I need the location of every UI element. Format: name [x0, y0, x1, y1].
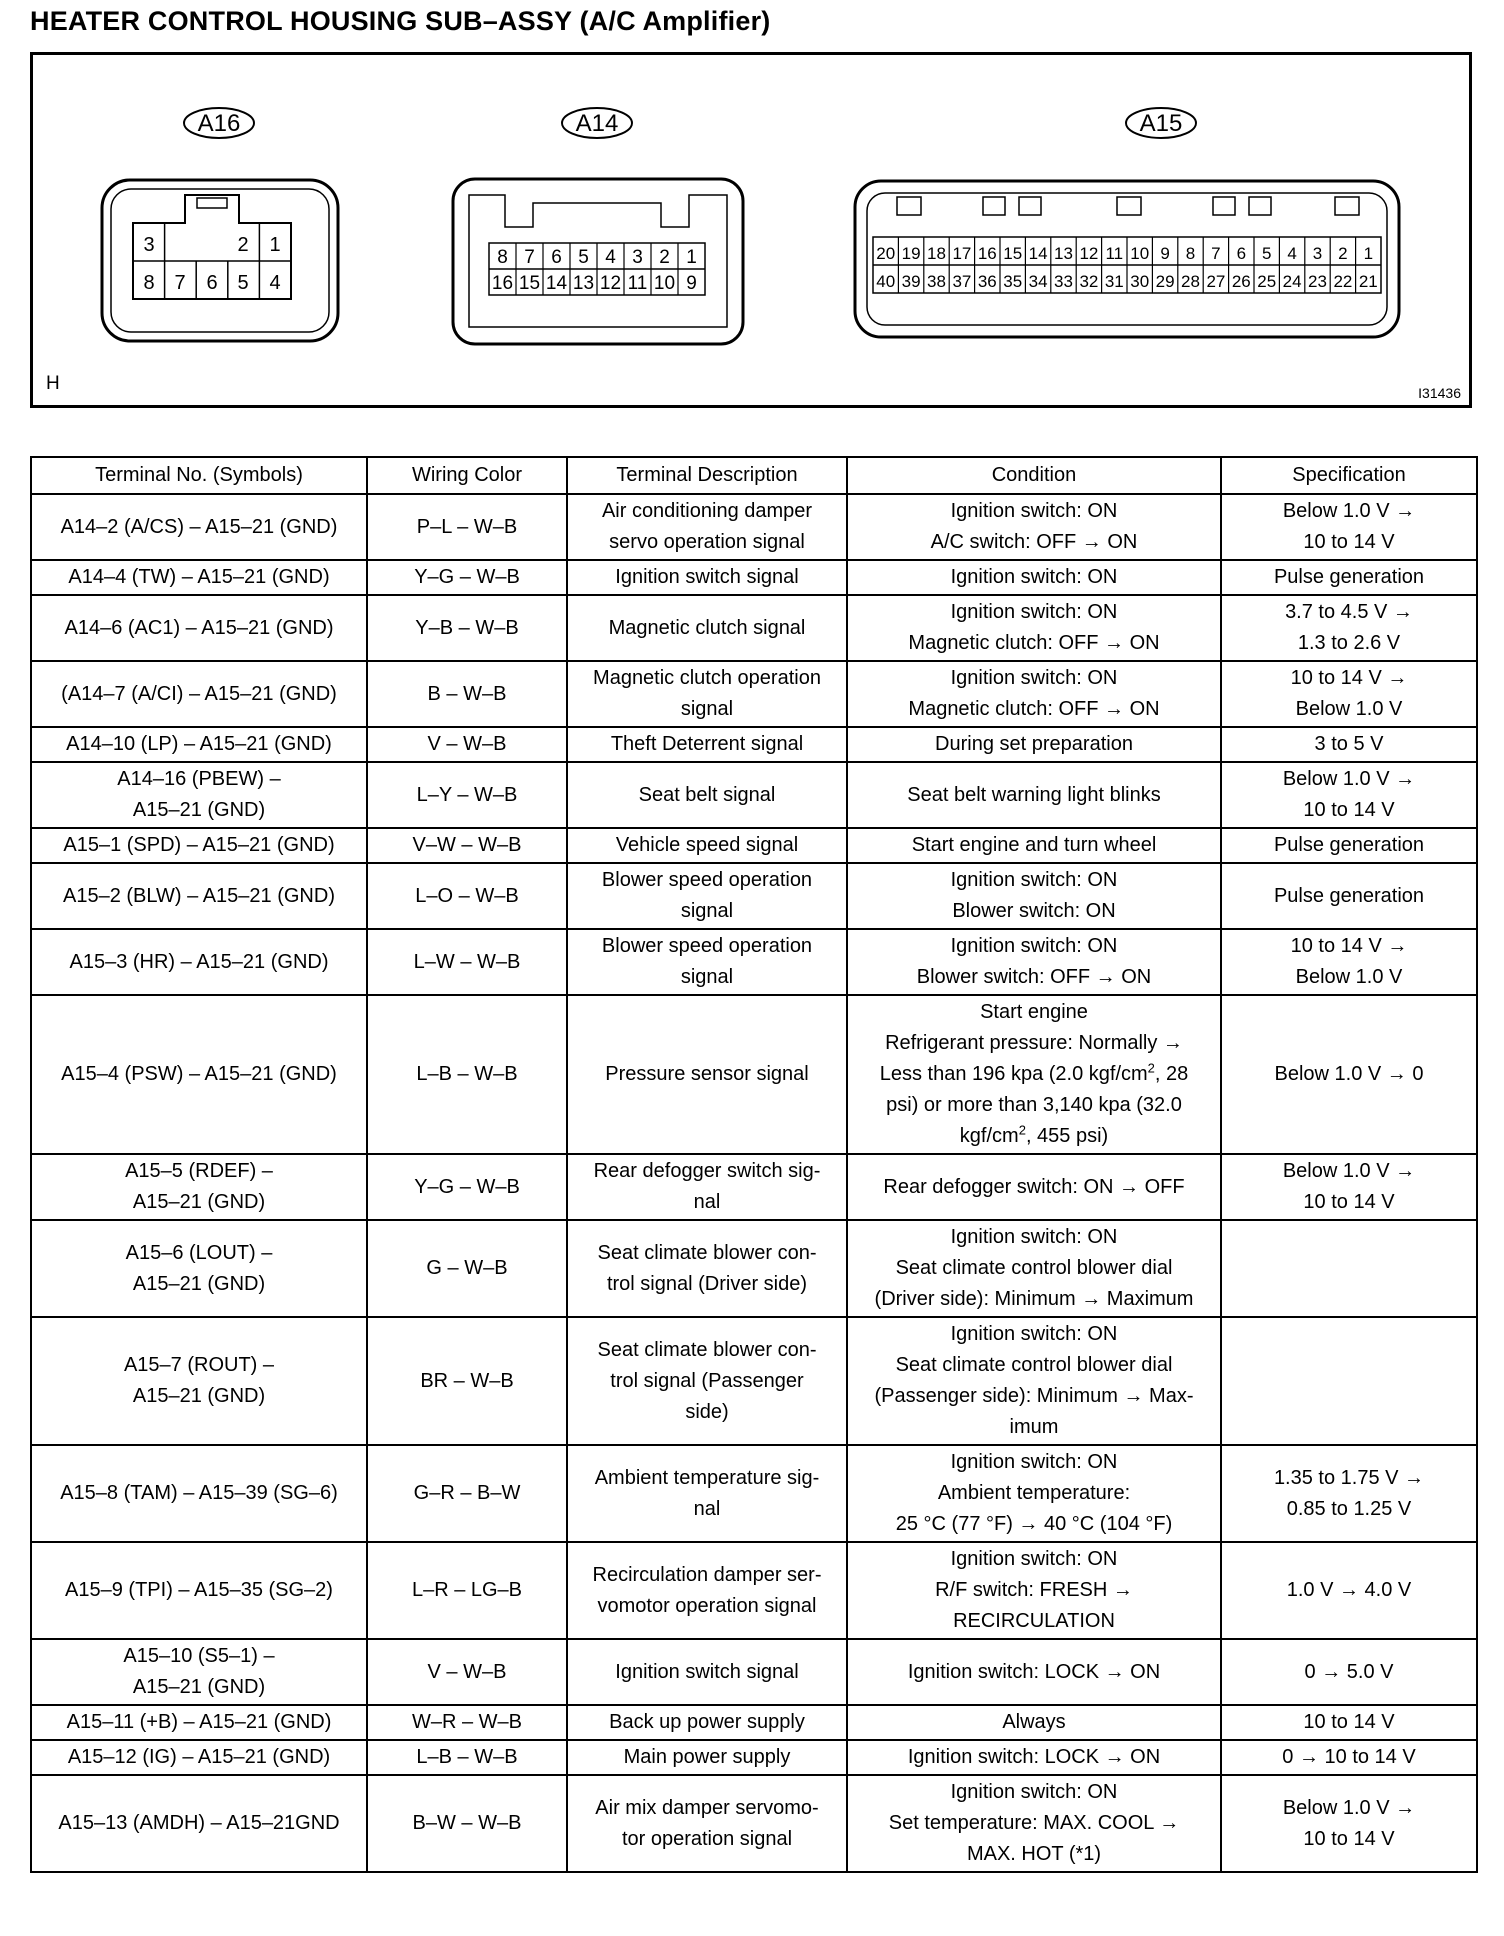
- table-row: [31, 762, 1477, 828]
- header-specification: Specification: [1221, 457, 1477, 494]
- table-row: [31, 828, 1477, 863]
- table-row: [31, 1445, 1477, 1542]
- pin-number: 20: [876, 244, 896, 263]
- pin-number: 11: [627, 273, 648, 294]
- cell-terminal: A15–9 (TPI) – A15–35 (SG–2): [31, 1542, 367, 1639]
- cell-condition: Ignition switch: ON Blower switch: OFF → ON: [847, 929, 1221, 995]
- a15-pin-grid: [873, 237, 1381, 293]
- cell-color: BR – W–B: [367, 1317, 567, 1445]
- cell-condition: Start engine and turn wheel: [847, 828, 1221, 863]
- pin-number: 16: [977, 244, 997, 263]
- cell-terminal: A15–1 (SPD) – A15–21 (GND): [31, 828, 367, 863]
- connector-label-a16: A16: [197, 110, 241, 137]
- cell-description: Ignition switch signal: [567, 560, 847, 595]
- cell-description: Magnetic clutch operation signal: [567, 661, 847, 727]
- table-row: [31, 595, 1477, 661]
- cell-terminal: A15–4 (PSW) – A15–21 (GND): [31, 995, 367, 1154]
- cell-spec: Below 1.0 V → 10 to 14 V: [1221, 1775, 1477, 1872]
- pin-number: 13: [572, 273, 595, 294]
- cell-description: Seat climate blower con- trol signal (Passenger side): [567, 1317, 847, 1445]
- pin-number: 14: [1028, 244, 1048, 263]
- pin-number: 32: [1079, 272, 1099, 291]
- header-description: Terminal Description: [567, 457, 847, 494]
- pin-number: 30: [1130, 272, 1150, 291]
- cell-terminal: A14–4 (TW) – A15–21 (GND): [31, 560, 367, 595]
- cell-condition: During set preparation: [847, 727, 1221, 762]
- cell-description: Air mix damper servomo- tor operation signal: [567, 1775, 847, 1872]
- cell-terminal: A15–2 (BLW) – A15–21 (GND): [31, 863, 367, 929]
- cell-condition: Ignition switch: ON Set temperature: MAX. COOL → MAX. HOT (*1): [847, 1775, 1221, 1872]
- pin-number: 14: [545, 273, 568, 294]
- pin-number: 15: [1003, 244, 1023, 263]
- connector-diagram: [30, 52, 1472, 408]
- connector-label-a14: A14: [575, 110, 619, 137]
- cell-condition: Ignition switch: LOCK → ON: [847, 1740, 1221, 1775]
- svg-text:4: 4: [269, 272, 281, 294]
- cell-terminal: A14–16 (PBEW) – A15–21 (GND): [31, 762, 367, 828]
- cell-spec: 1.35 to 1.75 V → 0.85 to 1.25 V: [1221, 1445, 1477, 1542]
- pin-number: 24: [1282, 272, 1302, 291]
- cell-color: L–W – W–B: [367, 929, 567, 995]
- pin-number: 5: [1261, 244, 1272, 263]
- cell-spec: 10 to 14 V: [1221, 1705, 1477, 1740]
- pin-number: 31: [1104, 272, 1124, 291]
- svg-text:8: 8: [143, 272, 155, 294]
- pin-number: 12: [599, 273, 622, 294]
- header-wiring-color: Wiring Color: [367, 457, 567, 494]
- cell-description: Rear defogger switch sig- nal: [567, 1154, 847, 1220]
- cell-spec: 10 to 14 V → Below 1.0 V: [1221, 661, 1477, 727]
- cell-terminal: A15–13 (AMDH) – A15–21GND: [31, 1775, 367, 1872]
- table-row: [31, 1775, 1477, 1872]
- cell-spec: Below 1.0 V → 10 to 14 V: [1221, 494, 1477, 560]
- cell-spec: Below 1.0 V → 10 to 14 V: [1221, 1154, 1477, 1220]
- cell-color: V–W – W–B: [367, 828, 567, 863]
- cell-terminal: A14–2 (A/CS) – A15–21 (GND): [31, 494, 367, 560]
- pin-number: 11: [1105, 244, 1124, 263]
- cell-condition: Rear defogger switch: ON → OFF: [847, 1154, 1221, 1220]
- cell-spec: 1.0 V → 4.0 V: [1221, 1542, 1477, 1639]
- pin-number: 10: [1130, 244, 1150, 263]
- pin-number: 8: [497, 247, 508, 268]
- svg-text:1: 1: [269, 234, 281, 256]
- pin-number: 9: [1160, 244, 1170, 263]
- pin-number: 9: [686, 273, 697, 294]
- connector-drawing: [33, 55, 1469, 405]
- cell-color: L–Y – W–B: [367, 762, 567, 828]
- cell-spec: [1221, 1317, 1477, 1445]
- cell-spec: 3.7 to 4.5 V → 1.3 to 2.6 V: [1221, 595, 1477, 661]
- table-row: [31, 661, 1477, 727]
- table-row: [31, 929, 1477, 995]
- cell-terminal: A15–8 (TAM) – A15–39 (SG–6): [31, 1445, 367, 1542]
- table-row: [31, 1317, 1477, 1445]
- cell-color: Y–G – W–B: [367, 560, 567, 595]
- cell-color: B–W – W–B: [367, 1775, 567, 1872]
- svg-text:3: 3: [143, 234, 155, 256]
- pin-number: 34: [1028, 272, 1048, 291]
- cell-color: L–O – W–B: [367, 863, 567, 929]
- table-row: [31, 1220, 1477, 1317]
- pin-number: 21: [1358, 272, 1378, 291]
- table-row: [31, 1740, 1477, 1775]
- cell-color: V – W–B: [367, 727, 567, 762]
- table-row: [31, 1639, 1477, 1705]
- a15-latches: [897, 197, 1359, 215]
- pin-number: 7: [524, 247, 535, 268]
- cell-description: Main power supply: [567, 1740, 847, 1775]
- pin-number: 23: [1308, 272, 1327, 291]
- diagram-figure-code: I31436: [1418, 385, 1461, 401]
- cell-condition: Ignition switch: ON A/C switch: OFF → ON: [847, 494, 1221, 560]
- pin-number: 18: [927, 244, 946, 263]
- connector-a16: [102, 108, 338, 341]
- cell-color: G–R – B–W: [367, 1445, 567, 1542]
- cell-spec: Pulse generation: [1221, 863, 1477, 929]
- cell-spec: 3 to 5 V: [1221, 727, 1477, 762]
- cell-condition: Ignition switch: ON R/F switch: FRESH → RECIRCULATION: [847, 1542, 1221, 1639]
- pin-number: 27: [1206, 272, 1226, 291]
- pin-number: 12: [1079, 244, 1099, 263]
- pin-number: 39: [901, 272, 921, 291]
- cell-condition: Ignition switch: ON Blower switch: ON: [847, 863, 1221, 929]
- cell-condition: Ignition switch: ON Magnetic clutch: OFF → ON: [847, 595, 1221, 661]
- a14-pin-grid: [489, 243, 705, 295]
- cell-condition: Seat belt warning light blinks: [847, 762, 1221, 828]
- cell-spec: 0 → 5.0 V: [1221, 1639, 1477, 1705]
- pin-number: 3: [1312, 244, 1323, 263]
- svg-text:7: 7: [174, 272, 186, 294]
- pin-number: 15: [518, 273, 541, 294]
- cell-color: B – W–B: [367, 661, 567, 727]
- pin-number: 36: [977, 272, 997, 291]
- connector-a15: [855, 108, 1399, 337]
- pin-number: 19: [901, 244, 921, 263]
- cell-terminal: A15–10 (S5–1) – A15–21 (GND): [31, 1639, 367, 1705]
- cell-terminal: A14–10 (LP) – A15–21 (GND): [31, 727, 367, 762]
- svg-text:2: 2: [237, 234, 249, 256]
- cell-terminal: A15–7 (ROUT) – A15–21 (GND): [31, 1317, 367, 1445]
- pin-number: 6: [1236, 244, 1247, 263]
- cell-condition: Ignition switch: ON Ambient temperature: 25 °C (77 °F) → 40 °C (104 °F): [847, 1445, 1221, 1542]
- cell-description: Back up power supply: [567, 1705, 847, 1740]
- table-row: [31, 995, 1477, 1154]
- cell-description: Seat belt signal: [567, 762, 847, 828]
- cell-spec: 0 → 10 to 14 V: [1221, 1740, 1477, 1775]
- table-row: [31, 1154, 1477, 1220]
- cell-color: W–R – W–B: [367, 1705, 567, 1740]
- pin-number: 37: [952, 272, 972, 291]
- cell-spec: 10 to 14 V → Below 1.0 V: [1221, 929, 1477, 995]
- pin-number: 10: [653, 273, 676, 294]
- cell-terminal: A15–12 (IG) – A15–21 (GND): [31, 1740, 367, 1775]
- pin-number: 38: [927, 272, 946, 291]
- header-condition: Condition: [847, 457, 1221, 494]
- cell-condition: Ignition switch: ON Magnetic clutch: OFF → ON: [847, 661, 1221, 727]
- cell-spec: Below 1.0 V → 10 to 14 V: [1221, 762, 1477, 828]
- pin-number: 16: [491, 273, 514, 294]
- cell-description: Blower speed operation signal: [567, 863, 847, 929]
- cell-color: L–B – W–B: [367, 1740, 567, 1775]
- cell-color: V – W–B: [367, 1639, 567, 1705]
- cell-description: Vehicle speed signal: [567, 828, 847, 863]
- pin-number: 6: [551, 247, 562, 268]
- pin-number: 4: [1287, 244, 1297, 263]
- cell-description: Blower speed operation signal: [567, 929, 847, 995]
- cell-condition: Start engine Refrigerant pressure: Normally → Less than 196 kpa (2.0 kgf/$cm^2$, 28 psi) or more than 3,140 kpa (32.0 kgf/$cm^2$, 455 psi): [847, 995, 1221, 1154]
- table-row: [31, 1542, 1477, 1639]
- pin-number: 5: [578, 247, 589, 268]
- cell-description: Ignition switch signal: [567, 1639, 847, 1705]
- cell-spec: Pulse generation: [1221, 828, 1477, 863]
- terminal-spec-table: [30, 456, 1478, 1873]
- pin-number: 1: [1363, 244, 1374, 263]
- pin-number: 35: [1003, 272, 1023, 291]
- cell-terminal: A15–6 (LOUT) – A15–21 (GND): [31, 1220, 367, 1317]
- table-header-row: [31, 457, 1477, 494]
- cell-description: Ambient temperature sig- nal: [567, 1445, 847, 1542]
- cell-description: Theft Deterrent signal: [567, 727, 847, 762]
- pin-number: 4: [605, 247, 616, 268]
- table-row: [31, 1705, 1477, 1740]
- connector-label-a15: A15: [1139, 110, 1183, 137]
- pin-number: 25: [1257, 272, 1277, 291]
- cell-description: Magnetic clutch signal: [567, 595, 847, 661]
- cell-color: Y–B – W–B: [367, 595, 567, 661]
- cell-terminal: (A14–7 (A/CI) – A15–21 (GND): [31, 661, 367, 727]
- cell-color: L–B – W–B: [367, 995, 567, 1154]
- cell-color: G – W–B: [367, 1220, 567, 1317]
- pin-number: 2: [659, 247, 670, 268]
- cell-condition: Ignition switch: ON Seat climate control blower dial (Passenger side): Minimum → Max- imum: [847, 1317, 1221, 1445]
- pin-number: 7: [1211, 244, 1221, 263]
- cell-color: P–L – W–B: [367, 494, 567, 560]
- cell-description: Air conditioning damper servo operation signal: [567, 494, 847, 560]
- svg-text:5: 5: [237, 272, 249, 294]
- pin-number: 8: [1185, 244, 1196, 263]
- pin-number: 2: [1338, 244, 1348, 263]
- cell-description: Recirculation damper ser- vomotor operation signal: [567, 1542, 847, 1639]
- pin-number: 1: [686, 247, 697, 268]
- pin-number: 26: [1231, 272, 1251, 291]
- header-terminal: Terminal No. (Symbols): [31, 457, 367, 494]
- cell-description: Pressure sensor signal: [567, 995, 847, 1154]
- cell-spec: Pulse generation: [1221, 560, 1477, 595]
- page-title: HEATER CONTROL HOUSING SUB–ASSY (A/C Amplifier): [30, 6, 771, 36]
- cell-condition: Ignition switch: LOCK → ON: [847, 1639, 1221, 1705]
- cell-color: Y–G – W–B: [367, 1154, 567, 1220]
- cell-description: Seat climate blower con- trol signal (Driver side): [567, 1220, 847, 1317]
- table-row: [31, 727, 1477, 762]
- pin-number: 33: [1054, 272, 1073, 291]
- svg-text:6: 6: [206, 272, 218, 294]
- table-row: [31, 560, 1477, 595]
- cell-terminal: A15–3 (HR) – A15–21 (GND): [31, 929, 367, 995]
- cell-spec: Below 1.0 V → 0: [1221, 995, 1477, 1154]
- cell-color: L–R – LG–B: [367, 1542, 567, 1639]
- cell-terminal: A14–6 (AC1) – A15–21 (GND): [31, 595, 367, 661]
- diagram-view-letter: H: [46, 373, 60, 394]
- connector-latch: [197, 198, 227, 208]
- table-row: [31, 494, 1477, 560]
- pin-number: 13: [1054, 244, 1073, 263]
- cell-condition: Ignition switch: ON Seat climate control blower dial (Driver side): Minimum → Maximum: [847, 1220, 1221, 1317]
- connector-a14: [453, 108, 743, 344]
- cell-condition: Always: [847, 1705, 1221, 1740]
- pin-number: 40: [876, 272, 896, 291]
- pin-number: 22: [1333, 272, 1353, 291]
- table-row: [31, 863, 1477, 929]
- pin-number: 3: [632, 247, 643, 268]
- cell-terminal: A15–11 (+B) – A15–21 (GND): [31, 1705, 367, 1740]
- cell-spec: [1221, 1220, 1477, 1317]
- pin-number: 17: [952, 244, 972, 263]
- pin-number: 28: [1181, 272, 1200, 291]
- cell-condition: Ignition switch: ON: [847, 560, 1221, 595]
- pin-number: 29: [1155, 272, 1175, 291]
- cell-terminal: A15–5 (RDEF) – A15–21 (GND): [31, 1154, 367, 1220]
